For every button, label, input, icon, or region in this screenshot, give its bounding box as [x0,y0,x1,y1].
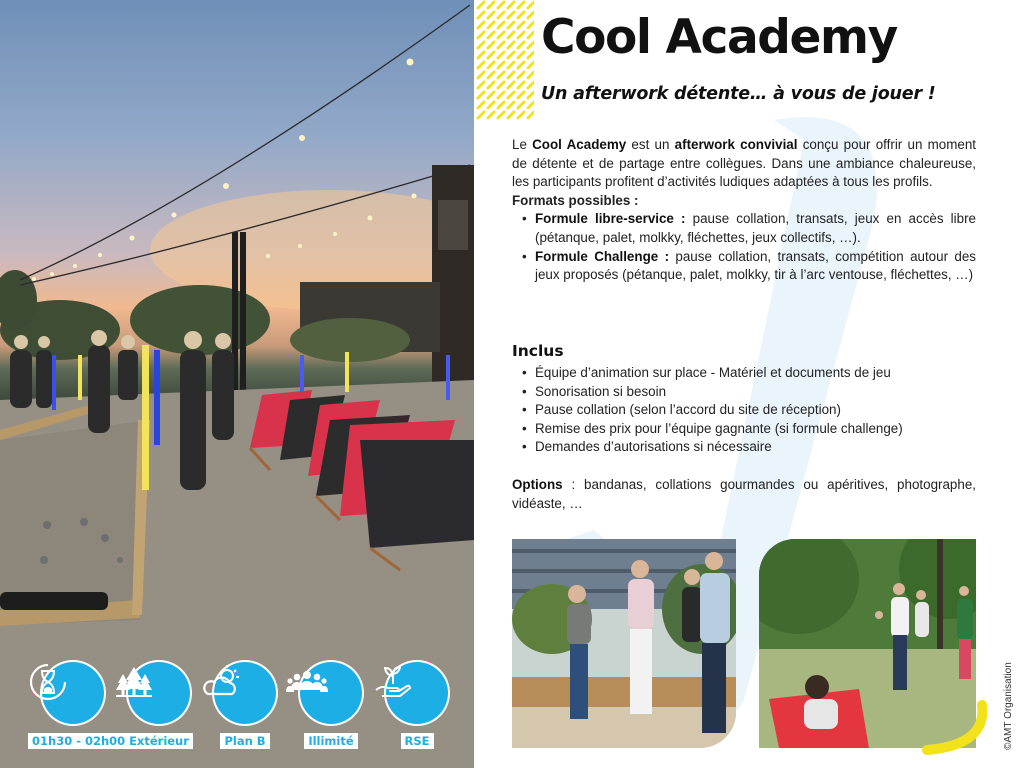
feature-planb [200,662,290,749]
copyright-text: ©AMT Organisation [1003,662,1014,750]
formats-list [522,210,976,284]
list-item: • Sonorisation si besoin [522,383,976,402]
list-item: • Formule Challenge : pause collation, transats, compétition autour des jeux proposés (pétanque, palet, molkky, tir à l’arc ventouse, fléchettes, …) [522,248,976,285]
feature-duration [28,662,126,749]
feature-label: 01h30 - 02h00 [28,733,129,749]
feature-row [22,662,454,754]
page-title: Cool Academy [541,10,897,65]
description [512,136,976,285]
trees-icon [128,662,190,724]
feature-capacity [286,662,376,749]
cloud-sun-icon [214,662,276,724]
group-icon [300,662,362,724]
feature-label: Extérieur [125,733,193,749]
inclus-list [522,364,976,457]
page-subtitle: Un afterwork détente… à vous de jouer ! [541,84,936,104]
hand-plant-icon [386,662,448,724]
inclus-heading: Inclus [512,342,564,360]
team-photo [512,539,736,748]
feature-csr [372,662,462,749]
options-paragraph: Options : bandanas, collations gourmandes ou apéritives, photographe, vidéaste, … [512,477,976,511]
feature-label: Plan B [220,733,269,749]
list-item: • Pause collation (selon l’accord du site de réception) [522,401,976,420]
hourglass-icon [42,662,104,724]
hero-photo [0,0,474,768]
hero-scene [0,0,474,768]
feature-label: RSE [401,733,434,749]
dots-decoration [476,0,534,120]
corner-decoration [922,700,994,760]
feature-location [114,662,204,749]
feature-label: Illimité [304,733,357,749]
list-item: • Équipe d’animation sur place - Matériel et documents de jeu [522,364,976,383]
list-item: • Demandes d’autorisations si nécessaire [522,438,976,457]
list-item: • Formule libre-service : pause collation, transats, jeux en accès libre (pétanque, palet, molkky, fléchettes, jeux collectifs, …). [522,210,976,247]
intro-paragraph: Le Cool Academy est un afterwork convivial conçu pour offrir un moment de détente et de partage entre collègues. Dans une ambiance chaleureuse, les participants profitent d’activités ludiques adaptées à tous les profils. [512,137,976,190]
formats-heading: Formats possibles : [512,192,639,208]
list-item: • Remise des prix pour l’équipe gagnante (si formule challenge) [522,420,976,439]
